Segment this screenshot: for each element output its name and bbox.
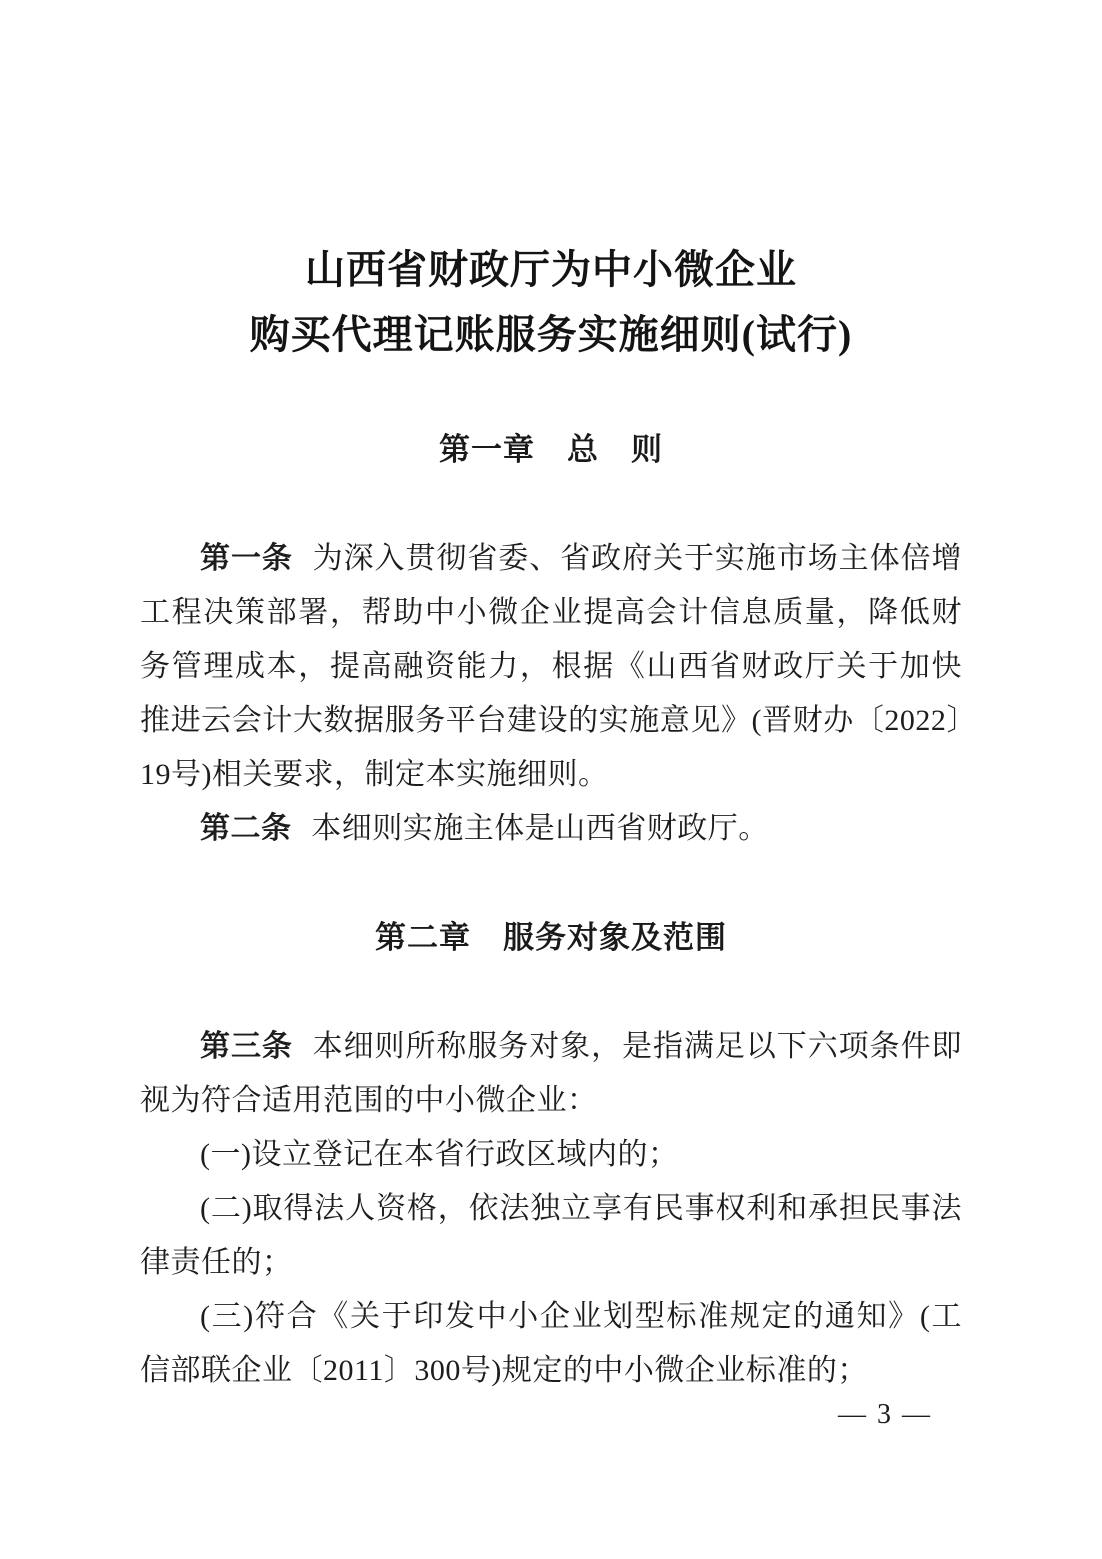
article-3-text: 本细则所称服务对象，是指满足以下六项条件即视为符合适用范围的中小微企业：: [140, 1030, 963, 1117]
article-1-text: 为深入贯彻省委、省政府关于实施市场主体倍增工程决策部署，帮助中小微企业提高会计信息质量，降低财务管理成本，提高融资能力，根据《山西省财政厅关于加快推进云会计大数据服务平台建设的实施意见》(晋财办〔2022〕19号)相关要求，制定本实施细则。: [140, 542, 963, 791]
article-3-item-3: (三)符合《关于印发中小企业划型标准规定的通知》(工信部联企业〔2011〕300号)规定的中小微企业标准的；: [140, 1300, 962, 1387]
article-1-number: 第一条: [200, 542, 293, 575]
chapter-1-heading: 第一章 总 则: [439, 432, 663, 467]
chapter-2-heading: 第二章 服务对象及范围: [375, 920, 727, 955]
article-2-paragraph: [140, 802, 962, 856]
article-3-item-2: (二)取得法人资格，依法独立享有民事权利和承担民事法律责任的；: [140, 1192, 962, 1279]
document-title-line-1: 山西省财政厅为中小微企业: [305, 247, 797, 292]
article-2-text: 本细则实施主体是山西省财政厅。: [311, 812, 769, 845]
article-3-item-1: (一)设立登记在本省行政区域内的；: [200, 1138, 679, 1171]
document-title: [140, 237, 962, 367]
article-3-paragraph: [140, 1020, 962, 1128]
article-2-number: 第二条: [200, 812, 292, 845]
article-3-number: 第三条: [200, 1030, 293, 1063]
article-1-paragraph: [140, 532, 962, 802]
document-title-line-2: 购买代理记账服务实施细则(试行): [249, 312, 853, 357]
page-number: — 3 —: [838, 1399, 932, 1430]
